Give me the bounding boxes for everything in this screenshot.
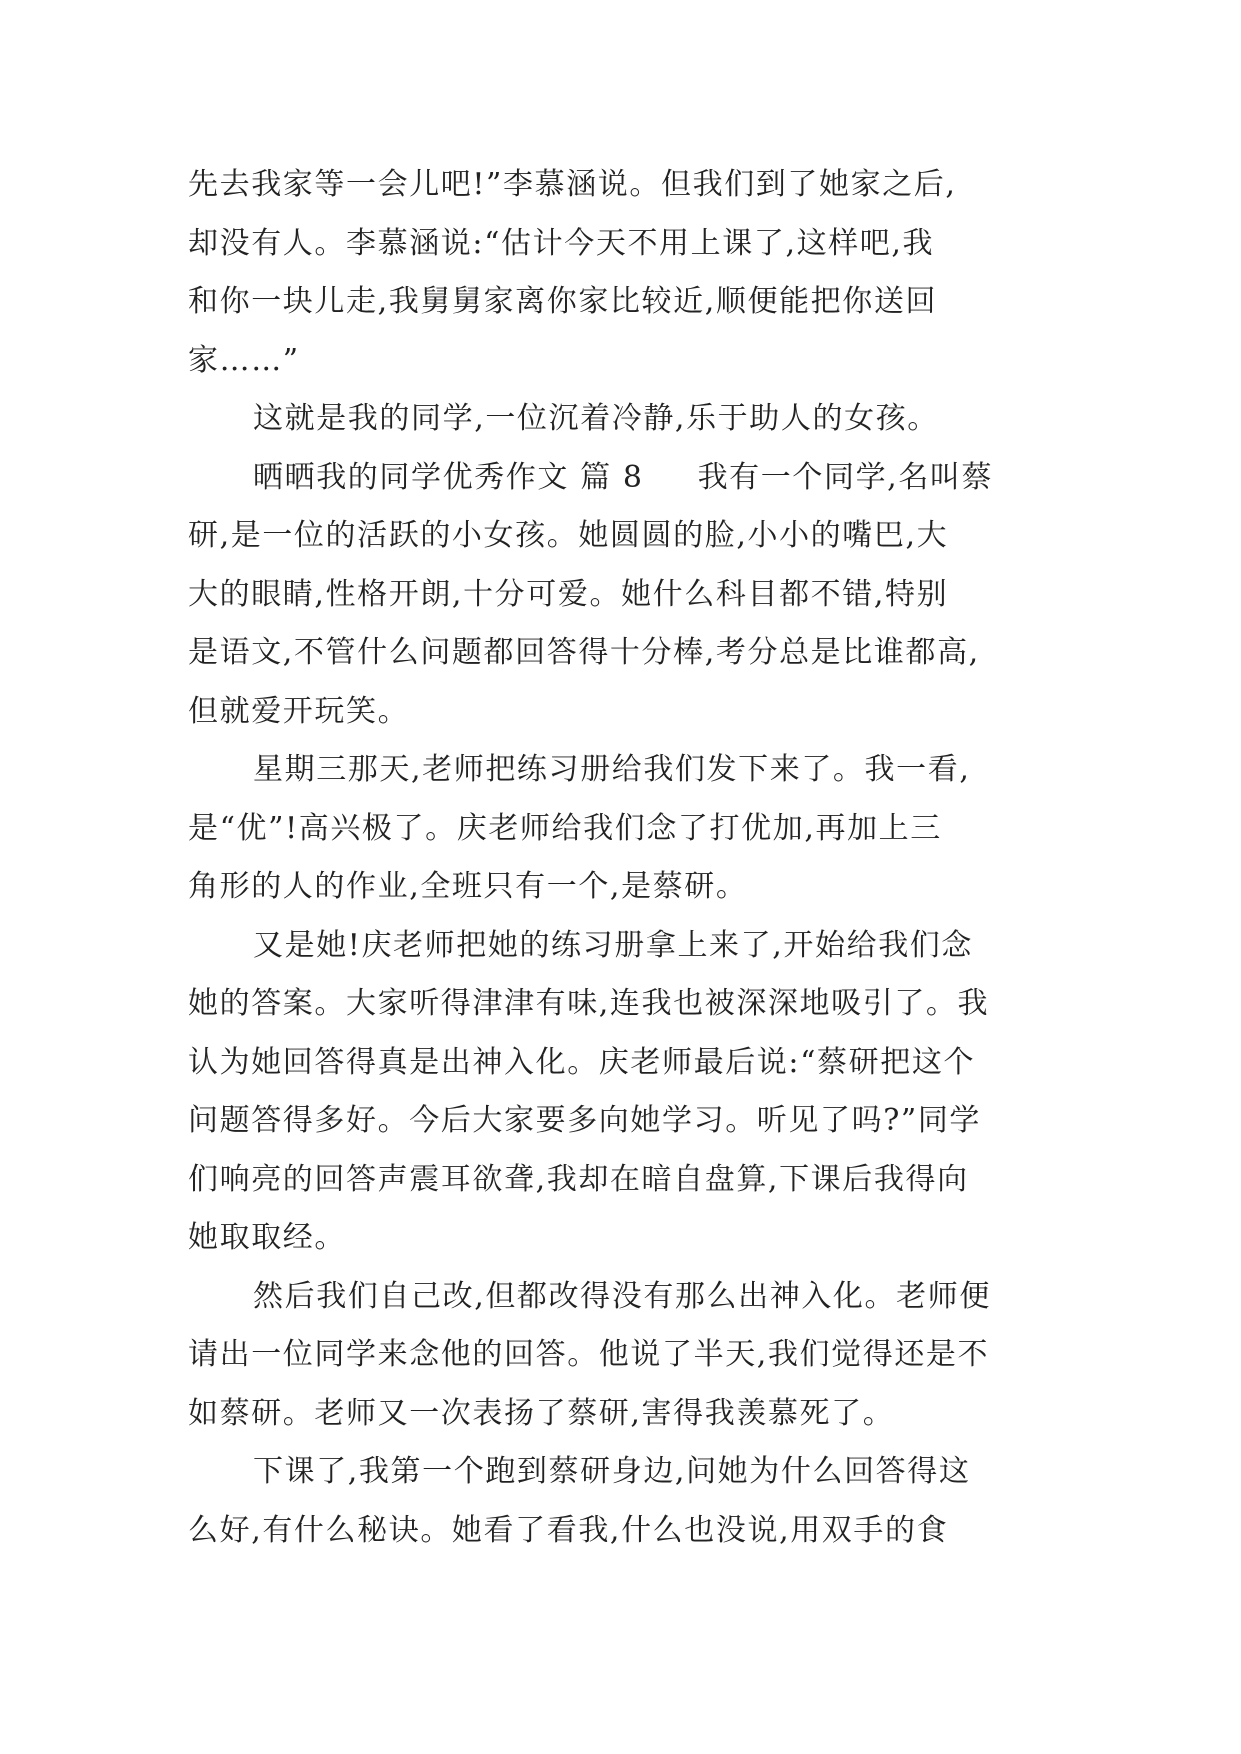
text-line: 请出一位同学来念他的回答。他说了半天,我们觉得还是不 bbox=[188, 1337, 990, 1372]
text-line: 又是她!庆老师把她的练习册拿上来了,开始给我们念 bbox=[253, 927, 973, 963]
text-line: 如蔡研。老师又一次表扬了蔡研,害得我羡慕死了。 bbox=[188, 1395, 895, 1431]
text-line: 角形的人的作业,全班只有一个,是蔡研。 bbox=[188, 869, 748, 904]
essay-number: 篇 8 bbox=[580, 459, 644, 495]
text-line: 家……” bbox=[188, 342, 300, 378]
text-line: 但就爱开玩笑。 bbox=[188, 693, 410, 729]
text-line: 们响亮的回答声震耳欲聋,我却在暗自盘算,下课后我得向 bbox=[188, 1161, 969, 1197]
text-line: 却没有人。李慕涵说:“估计今天不用上课了,这样吧,我 bbox=[188, 225, 935, 261]
text-line: 先去我家等一会儿吧!”李慕涵说。但我们到了她家之后, bbox=[188, 167, 957, 202]
essay-text bbox=[188, 156, 1058, 1560]
text-line: 这就是我的同学,一位沉着冷静,乐于助人的女孩。 bbox=[253, 401, 939, 436]
essay-title: 晒晒我的同学优秀作文 bbox=[253, 459, 569, 495]
text-line: 么好,有什么秘诀。她看了看我,什么也没说,用双手的食 bbox=[188, 1512, 949, 1548]
text-line: 下课了,我第一个跑到蔡研身边,问她为什么回答得这 bbox=[253, 1454, 971, 1489]
text-line: 然后我们自己改,但都改得没有那么出神入化。老师便 bbox=[253, 1278, 991, 1314]
essay-heading-line bbox=[188, 449, 1058, 508]
text-line: 星期三那天,老师把练习册给我们发下来了。我一看, bbox=[253, 752, 971, 787]
heading-continuation: 我有一个同学,名叫蔡 bbox=[697, 459, 994, 495]
text-line: 认为她回答得真是出神入化。庆老师最后说:“蔡研把这个 bbox=[188, 1044, 976, 1080]
text-line: 是语文,不管什么问题都回答得十分棒,考分总是比谁都高, bbox=[188, 635, 980, 670]
text-line: 她的答案。大家听得津津有味,连我也被深深地吸引了。我 bbox=[188, 986, 990, 1021]
text-line: 研,是一位的活跃的小女孩。她圆圆的脸,小小的嘴巴,大 bbox=[188, 518, 949, 553]
text-line: 问题答得多好。今后大家要多向她学习。听见了吗?”同学 bbox=[188, 1103, 982, 1138]
text-line: 她取取经。 bbox=[188, 1220, 346, 1255]
text-line: 和你一块儿走,我舅舅家离你家比较近,顺便能把你送回 bbox=[188, 284, 938, 319]
text-line: 是“优”!高兴极了。庆老师给我们念了打优加,再加上三 bbox=[188, 810, 942, 846]
text-line: 大的眼睛,性格开朗,十分可爱。她什么科目都不错,特别 bbox=[188, 576, 949, 612]
